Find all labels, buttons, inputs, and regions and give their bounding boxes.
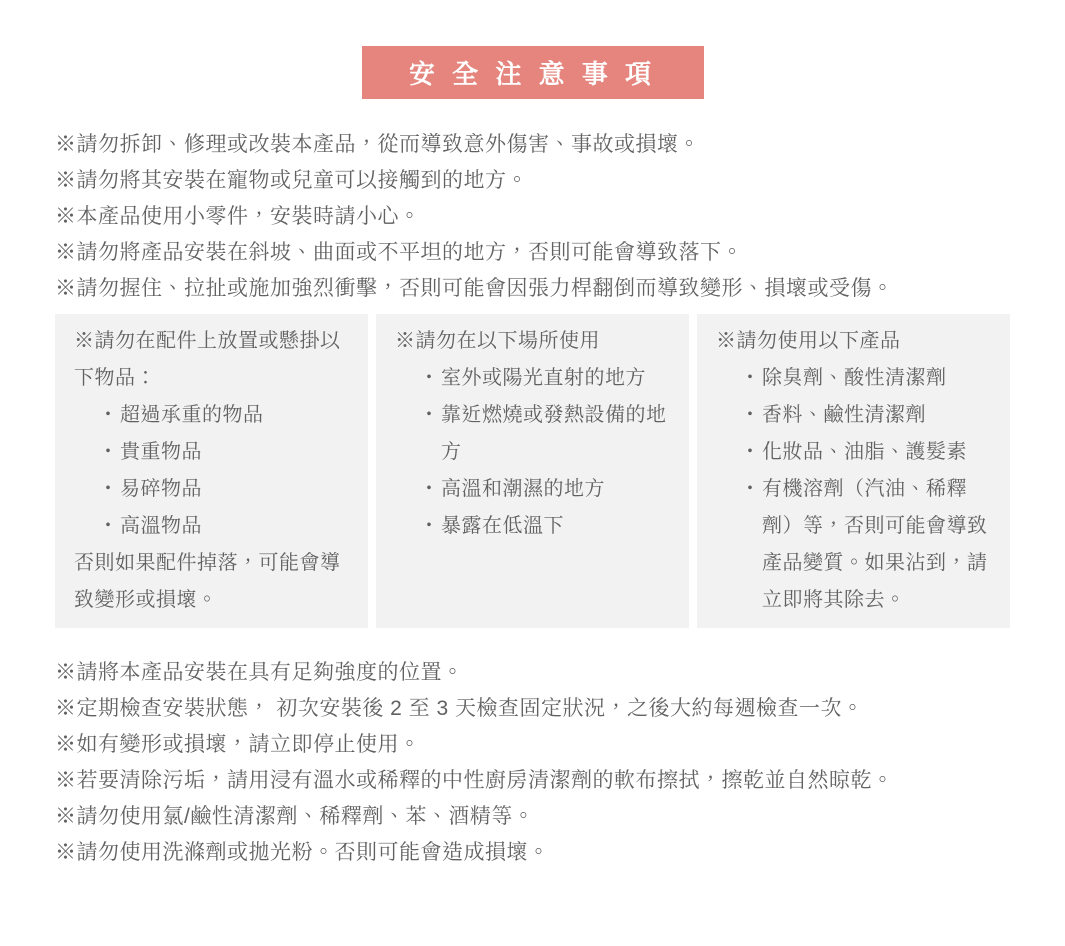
list-item <box>98 471 352 508</box>
box-footer-note: 否則如果配件掉落，可能會導致變形或損壞。 <box>74 552 341 611</box>
warning-note: ※請勿握住、拉扯或施加強烈衝擊，否則可能會因張力桿翻倒而導致變形、損壞或受傷。 <box>55 277 894 300</box>
bullet-icon: ・ <box>98 478 119 500</box>
warning-note: ※請勿使用氯/鹼性清潔劑、稀釋劑、苯、酒精等。 <box>55 805 535 828</box>
list-item <box>740 397 994 434</box>
list-item-label: 室外或陽光直射的地方 <box>441 367 646 389</box>
bullet-icon: ・ <box>419 515 440 537</box>
bullet-icon: ・ <box>419 367 440 389</box>
list-item-label: 易碎物品 <box>120 478 202 500</box>
warning-note: ※請勿拆卸、修理或改裝本產品，從而導致意外傷害、事故或損壞。 <box>55 133 700 156</box>
top-warning-list <box>55 127 1010 307</box>
bullet-icon: ・ <box>98 441 119 463</box>
warning-note: ※請勿將其安裝在寵物或兒童可以接觸到的地方。 <box>55 169 528 192</box>
bullet-icon: ・ <box>419 404 440 426</box>
list-item-label: 高溫物品 <box>120 515 202 537</box>
warning-note: ※本產品使用小零件，安裝時請小心。 <box>55 205 421 228</box>
warning-note: ※若要清除污垢，請用浸有溫水或稀釋的中性廚房清潔劑的軟布擦拭，擦乾並自然晾乾。 <box>55 769 894 792</box>
bullet-icon: ・ <box>740 478 761 500</box>
box-heading: ※請勿使用以下產品 <box>716 330 901 352</box>
warning-note: ※請勿將產品安裝在斜坡、曲面或不平坦的地方，否則可能會導致落下。 <box>55 241 743 264</box>
warning-box-accessories <box>55 314 368 628</box>
bullet-icon: ・ <box>98 404 119 426</box>
list-item-label: 除臭劑、酸性清潔劑 <box>762 367 947 389</box>
bullet-icon: ・ <box>419 478 440 500</box>
list-item <box>740 434 994 471</box>
warning-note: ※如有變形或損壞，請立即停止使用。 <box>55 733 421 756</box>
list-item <box>419 397 673 471</box>
list-item-label: 香料、鹼性清潔劑 <box>762 404 926 426</box>
page-title-banner <box>362 46 704 99</box>
warning-note: ※請將本產品安裝在具有足夠強度的位置。 <box>55 661 464 684</box>
bullet-icon: ・ <box>740 441 761 463</box>
list-item-label: 暴露在低溫下 <box>441 515 564 537</box>
list-item <box>98 434 352 471</box>
warning-box-locations <box>376 314 689 628</box>
warning-note: ※請勿使用洗滌劑或拋光粉。否則可能會造成損壞。 <box>55 841 550 864</box>
warning-boxes <box>55 314 1010 628</box>
list-item-label: 化妝品、油脂、護髮素 <box>762 441 967 463</box>
warning-box-products <box>697 314 1010 628</box>
warning-note: ※定期檢查安裝狀態， 初次安裝後 2 至 3 天檢查固定狀況，之後大約每週檢查一次。 <box>55 697 864 720</box>
list-item <box>740 471 994 619</box>
box-heading: ※請勿在配件上放置或懸掛以下物品： <box>74 330 341 389</box>
bullet-icon: ・ <box>740 367 761 389</box>
page-title: 安 全 注 意 事 項 <box>408 59 657 89</box>
bullet-icon: ・ <box>740 404 761 426</box>
list-item <box>419 471 673 508</box>
list-item-label: 靠近燃燒或發熱設備的地方 <box>441 404 667 463</box>
list-item-label: 有機溶劑（汽油、稀釋劑）等，否則可能會導致產品變質。如果沾到，請立即將其除去。 <box>762 478 988 611</box>
list-item-label: 超過承重的物品 <box>120 404 264 426</box>
list-item <box>419 360 673 397</box>
list-item-label: 高溫和潮濕的地方 <box>441 478 605 500</box>
bullet-icon: ・ <box>98 515 119 537</box>
list-item <box>98 397 352 434</box>
list-item <box>419 508 673 545</box>
list-item-label: 貴重物品 <box>120 441 202 463</box>
list-item <box>740 360 994 397</box>
list-item <box>98 508 352 545</box>
box-heading: ※請勿在以下場所使用 <box>395 330 600 352</box>
bottom-warning-list <box>55 655 1010 871</box>
safety-instructions-page <box>0 46 1065 946</box>
